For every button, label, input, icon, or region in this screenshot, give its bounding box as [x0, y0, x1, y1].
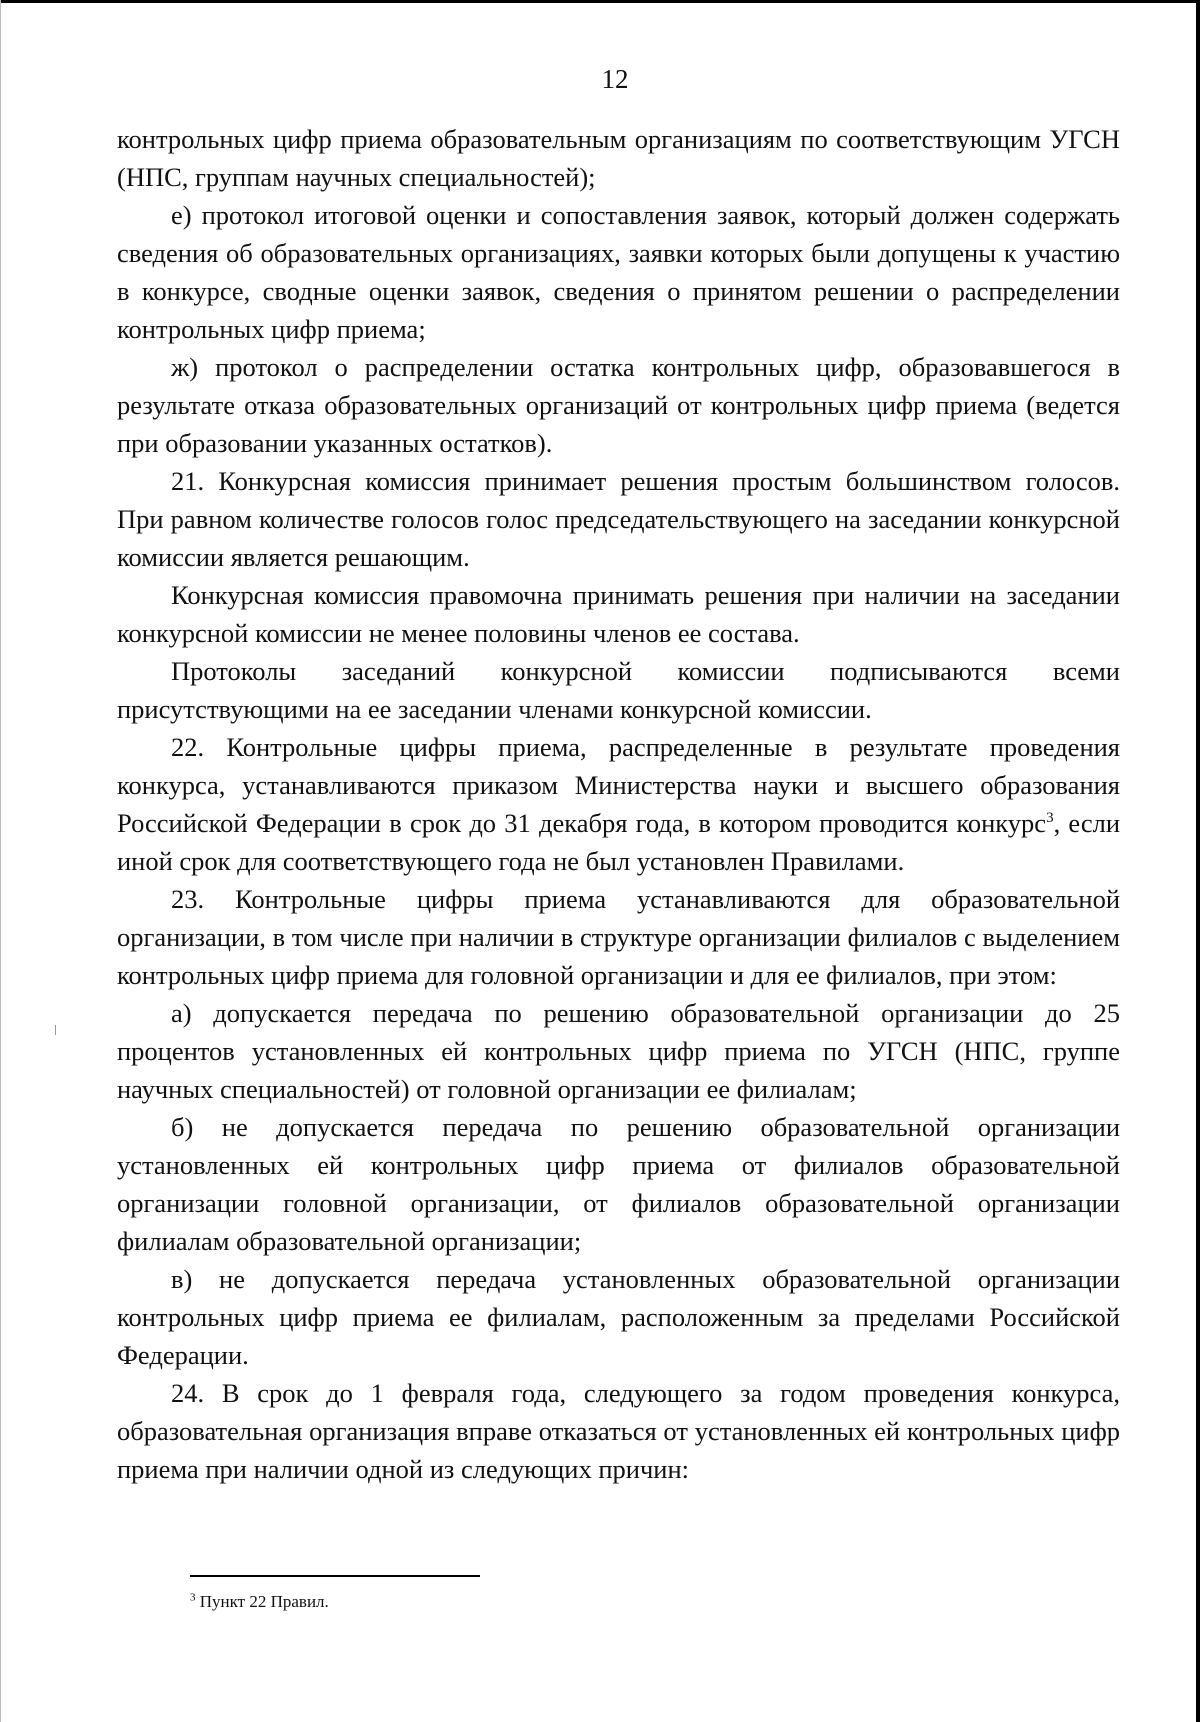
paragraph-21-protocols: Протоколы заседаний конкурсной комиссии подписываются всеми присутствующими на ее заседании членами конкурсной комиссии. [117, 656, 1120, 724]
footnote-separator [190, 1575, 480, 1577]
paragraph-22-text: 22. Контрольные цифры приема, распределенные в результате проведения конкурса, устанавливаются приказом Министерства науки и высшего образования Российской Федерации в срок до 31 декабря года, в котором проводится конкурс [117, 732, 1120, 838]
scan-border-right [1196, 0, 1200, 1722]
footnote-reference[interactable]: 3 [1046, 810, 1054, 827]
footnote-text: Пункт 22 Правил. [195, 1592, 329, 1611]
document-body [117, 120, 1120, 1488]
paragraph-23-item-b: б) не допускается передача по решению образовательной организации установленных ей контрольных цифр приема от филиалов образовательной организации головной организации, от филиалов образовательной организации филиалам образовательной организации; [117, 1112, 1120, 1256]
paragraph-21: 21. Конкурсная комиссия принимает решения простым большинством голосов. При равном количестве голосов голос председательствующего на заседании конкурсной комиссии является решающим. [117, 466, 1120, 572]
paragraph-21-quorum: Конкурсная комиссия правомочна принимать решения при наличии на заседании конкурсной комиссии не менее половины членов ее состава. [117, 580, 1120, 648]
page-number: 12 [601, 64, 629, 94]
scan-border-top [0, 0, 1200, 3]
paragraph-24: 24. В срок до 1 февраля года, следующего за годом проведения конкурса, образовательная организация вправе отказаться от установленных ей контрольных цифр приема при наличии одной из следующих причин: [117, 1378, 1120, 1484]
paragraph-item-e: е) протокол итоговой оценки и сопоставления заявок, который должен содержать сведения об образовательных организациях, заявки которых были допущены к участию в конкурсе, сводные оценки заявок, сведения о принятом решении о распределении контрольных цифр приема; [117, 200, 1120, 344]
footnote-mark: 3 [190, 1591, 196, 1604]
paragraph-23: 23. Контрольные цифры приема устанавливаются для образовательной организации, в том числе при наличии в структуре организации филиалов с выделением контрольных цифр приема для головной организации и для ее филиалов, при этом: [117, 884, 1120, 990]
scan-border-left [0, 0, 1, 1722]
paragraph-22-text-end: , если иной срок для соответствующего года не был установлен Правилами. [117, 808, 1121, 876]
paragraph-23-item-a: а) допускается передача по решению образовательной организации до 25 процентов установленных ей контрольных цифр приема по УГСН (НПС, группе научных специальностей) от головной организации ее филиалам; [117, 998, 1120, 1104]
footnote [190, 1590, 329, 1614]
paragraph-22 [117, 728, 1120, 880]
paragraph-23-item-v: в) не допускается передача установленных образовательной организации контрольных цифр приема ее филиалам, расположенным за пределами Российской Федерации. [117, 1264, 1120, 1370]
paragraph-continuation: контрольных цифр приема образовательным организациям по соответствующим УГСН (НПС, группам научных специальностей); [117, 124, 1120, 192]
paragraph-item-zh: ж) протокол о распределении остатка контрольных цифр, образовавшегося в результате отказа образовательных организаций от контрольных цифр приема (ведется при образовании указанных остатков). [117, 352, 1120, 458]
scan-artifact [55, 1025, 56, 1035]
